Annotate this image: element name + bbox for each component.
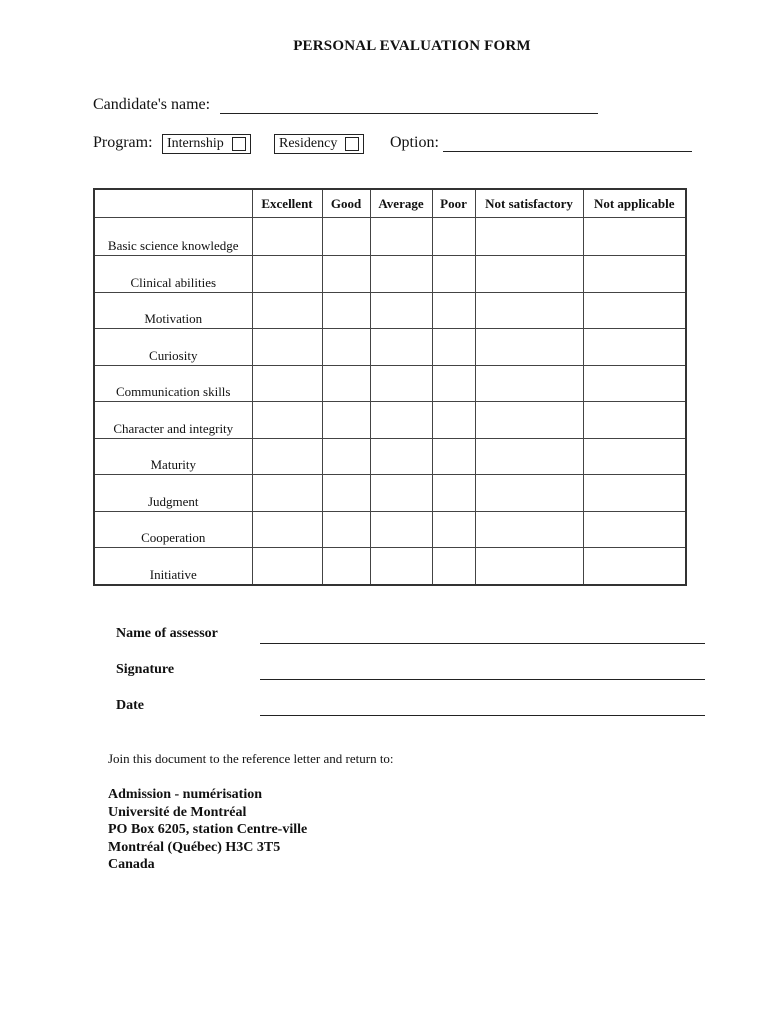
rating-cell[interactable]: [475, 365, 583, 402]
rating-cell[interactable]: [322, 365, 370, 402]
table-header-row: [94, 189, 686, 218]
rating-cell[interactable]: [252, 511, 322, 548]
rating-cell[interactable]: [432, 511, 475, 548]
table-row: [94, 511, 686, 548]
date-field[interactable]: [260, 715, 705, 716]
date-label: Date: [116, 698, 144, 713]
rating-cell[interactable]: [370, 548, 432, 585]
table-row: [94, 256, 686, 293]
signature-field[interactable]: [260, 679, 705, 680]
rating-cell[interactable]: [370, 329, 432, 366]
table-row: [94, 329, 686, 366]
form-title: PERSONAL EVALUATION FORM: [293, 38, 531, 54]
criterion-label: Maturity: [94, 438, 252, 475]
table-row: [94, 365, 686, 402]
column-header-not-applicable: Not applicable: [583, 189, 686, 218]
residency-option[interactable]: [274, 134, 364, 154]
rating-cell[interactable]: [370, 256, 432, 293]
criterion-label: Cooperation: [94, 511, 252, 548]
option-field[interactable]: [443, 151, 692, 152]
column-header-poor: Poor: [432, 189, 475, 218]
rating-cell[interactable]: [370, 402, 432, 439]
rating-cell[interactable]: [252, 548, 322, 585]
rating-cell[interactable]: [370, 365, 432, 402]
rating-cell[interactable]: [252, 402, 322, 439]
rating-cell[interactable]: [475, 329, 583, 366]
rating-cell[interactable]: [475, 548, 583, 585]
criterion-label: Communication skills: [94, 365, 252, 402]
address-line: Université de Montréal: [108, 804, 247, 820]
rating-cell[interactable]: [252, 438, 322, 475]
rating-cell[interactable]: [475, 438, 583, 475]
rating-cell[interactable]: [432, 365, 475, 402]
rating-cell[interactable]: [322, 292, 370, 329]
rating-cell[interactable]: [322, 438, 370, 475]
table-row: [94, 402, 686, 439]
rating-cell[interactable]: [370, 438, 432, 475]
rating-cell[interactable]: [432, 402, 475, 439]
table-row: [94, 438, 686, 475]
rating-cell[interactable]: [370, 292, 432, 329]
signature-label: Signature: [116, 662, 175, 677]
criterion-label: Basic science knowledge: [94, 218, 252, 256]
rating-cell[interactable]: [370, 511, 432, 548]
address-line: PO Box 6205, station Centre-ville: [108, 822, 308, 837]
rating-cell[interactable]: [322, 329, 370, 366]
rating-cell[interactable]: [432, 292, 475, 329]
criterion-label: Motivation: [94, 292, 252, 329]
rating-cell[interactable]: [432, 475, 475, 512]
address-line: Admission - numérisation: [108, 787, 263, 802]
criterion-label: Clinical abilities: [94, 256, 252, 293]
rating-cell[interactable]: [322, 256, 370, 293]
option-label: Option:: [390, 134, 439, 151]
criterion-label: Judgment: [94, 475, 252, 512]
rating-cell[interactable]: [583, 292, 686, 329]
residency-label: Residency: [279, 136, 338, 151]
rating-cell[interactable]: [475, 475, 583, 512]
rating-cell[interactable]: [432, 256, 475, 293]
table-row: [94, 475, 686, 512]
rating-cell[interactable]: [322, 218, 370, 256]
candidate-name-field[interactable]: [220, 113, 598, 114]
rating-cell[interactable]: [475, 511, 583, 548]
rating-cell[interactable]: [475, 292, 583, 329]
rating-cell[interactable]: [252, 329, 322, 366]
column-header-good: Good: [322, 189, 370, 218]
internship-label: Internship: [167, 136, 224, 151]
internship-option[interactable]: [162, 134, 251, 154]
rating-cell[interactable]: [322, 475, 370, 512]
table-row: [94, 218, 686, 256]
internship-checkbox[interactable]: [232, 137, 246, 151]
rating-cell[interactable]: [475, 218, 583, 256]
rating-cell[interactable]: [252, 292, 322, 329]
rating-cell[interactable]: [370, 218, 432, 256]
candidate-name-label: Candidate's name:: [93, 96, 211, 113]
mailing-address: [108, 786, 307, 874]
evaluation-table: [93, 188, 687, 586]
column-header-average: Average: [370, 189, 432, 218]
column-header-excellent: Excellent: [252, 189, 322, 218]
rating-cell[interactable]: [583, 475, 686, 512]
rating-cell[interactable]: [432, 218, 475, 256]
rating-cell[interactable]: [583, 329, 686, 366]
rating-cell[interactable]: [583, 511, 686, 548]
rating-cell[interactable]: [252, 365, 322, 402]
rating-cell[interactable]: [583, 402, 686, 439]
assessor-name-field[interactable]: [260, 643, 705, 644]
rating-cell[interactable]: [583, 438, 686, 475]
rating-cell[interactable]: [583, 256, 686, 293]
rating-cell[interactable]: [322, 402, 370, 439]
rating-cell[interactable]: [432, 329, 475, 366]
rating-cell[interactable]: [322, 511, 370, 548]
criterion-label: Initiative: [94, 548, 252, 585]
table-row: [94, 548, 686, 585]
residency-checkbox[interactable]: [345, 137, 359, 151]
address-line: Canada: [108, 857, 155, 872]
rating-cell[interactable]: [432, 548, 475, 585]
rating-cell[interactable]: [583, 218, 686, 256]
rating-cell[interactable]: [252, 256, 322, 293]
return-instructions: Join this document to the reference letter and return to:: [108, 751, 394, 766]
criterion-label: Curiosity: [94, 329, 252, 366]
column-header-not-satisfactory: Not satisfactory: [475, 189, 583, 218]
rating-cell[interactable]: [252, 475, 322, 512]
column-header: [94, 189, 252, 218]
rating-cell[interactable]: [583, 365, 686, 402]
rating-cell[interactable]: [432, 438, 475, 475]
criterion-label: Character and integrity: [94, 402, 252, 439]
rating-cell[interactable]: [475, 256, 583, 293]
rating-cell[interactable]: [475, 402, 583, 439]
assessor-name-label: Name of assessor: [116, 626, 218, 641]
rating-cell[interactable]: [583, 548, 686, 585]
address-line: Montréal (Québec) H3C 3T5: [108, 839, 281, 855]
rating-cell[interactable]: [370, 475, 432, 512]
table-row: [94, 292, 686, 329]
rating-cell[interactable]: [322, 548, 370, 585]
rating-cell[interactable]: [252, 218, 322, 256]
program-label: Program:: [93, 134, 153, 151]
